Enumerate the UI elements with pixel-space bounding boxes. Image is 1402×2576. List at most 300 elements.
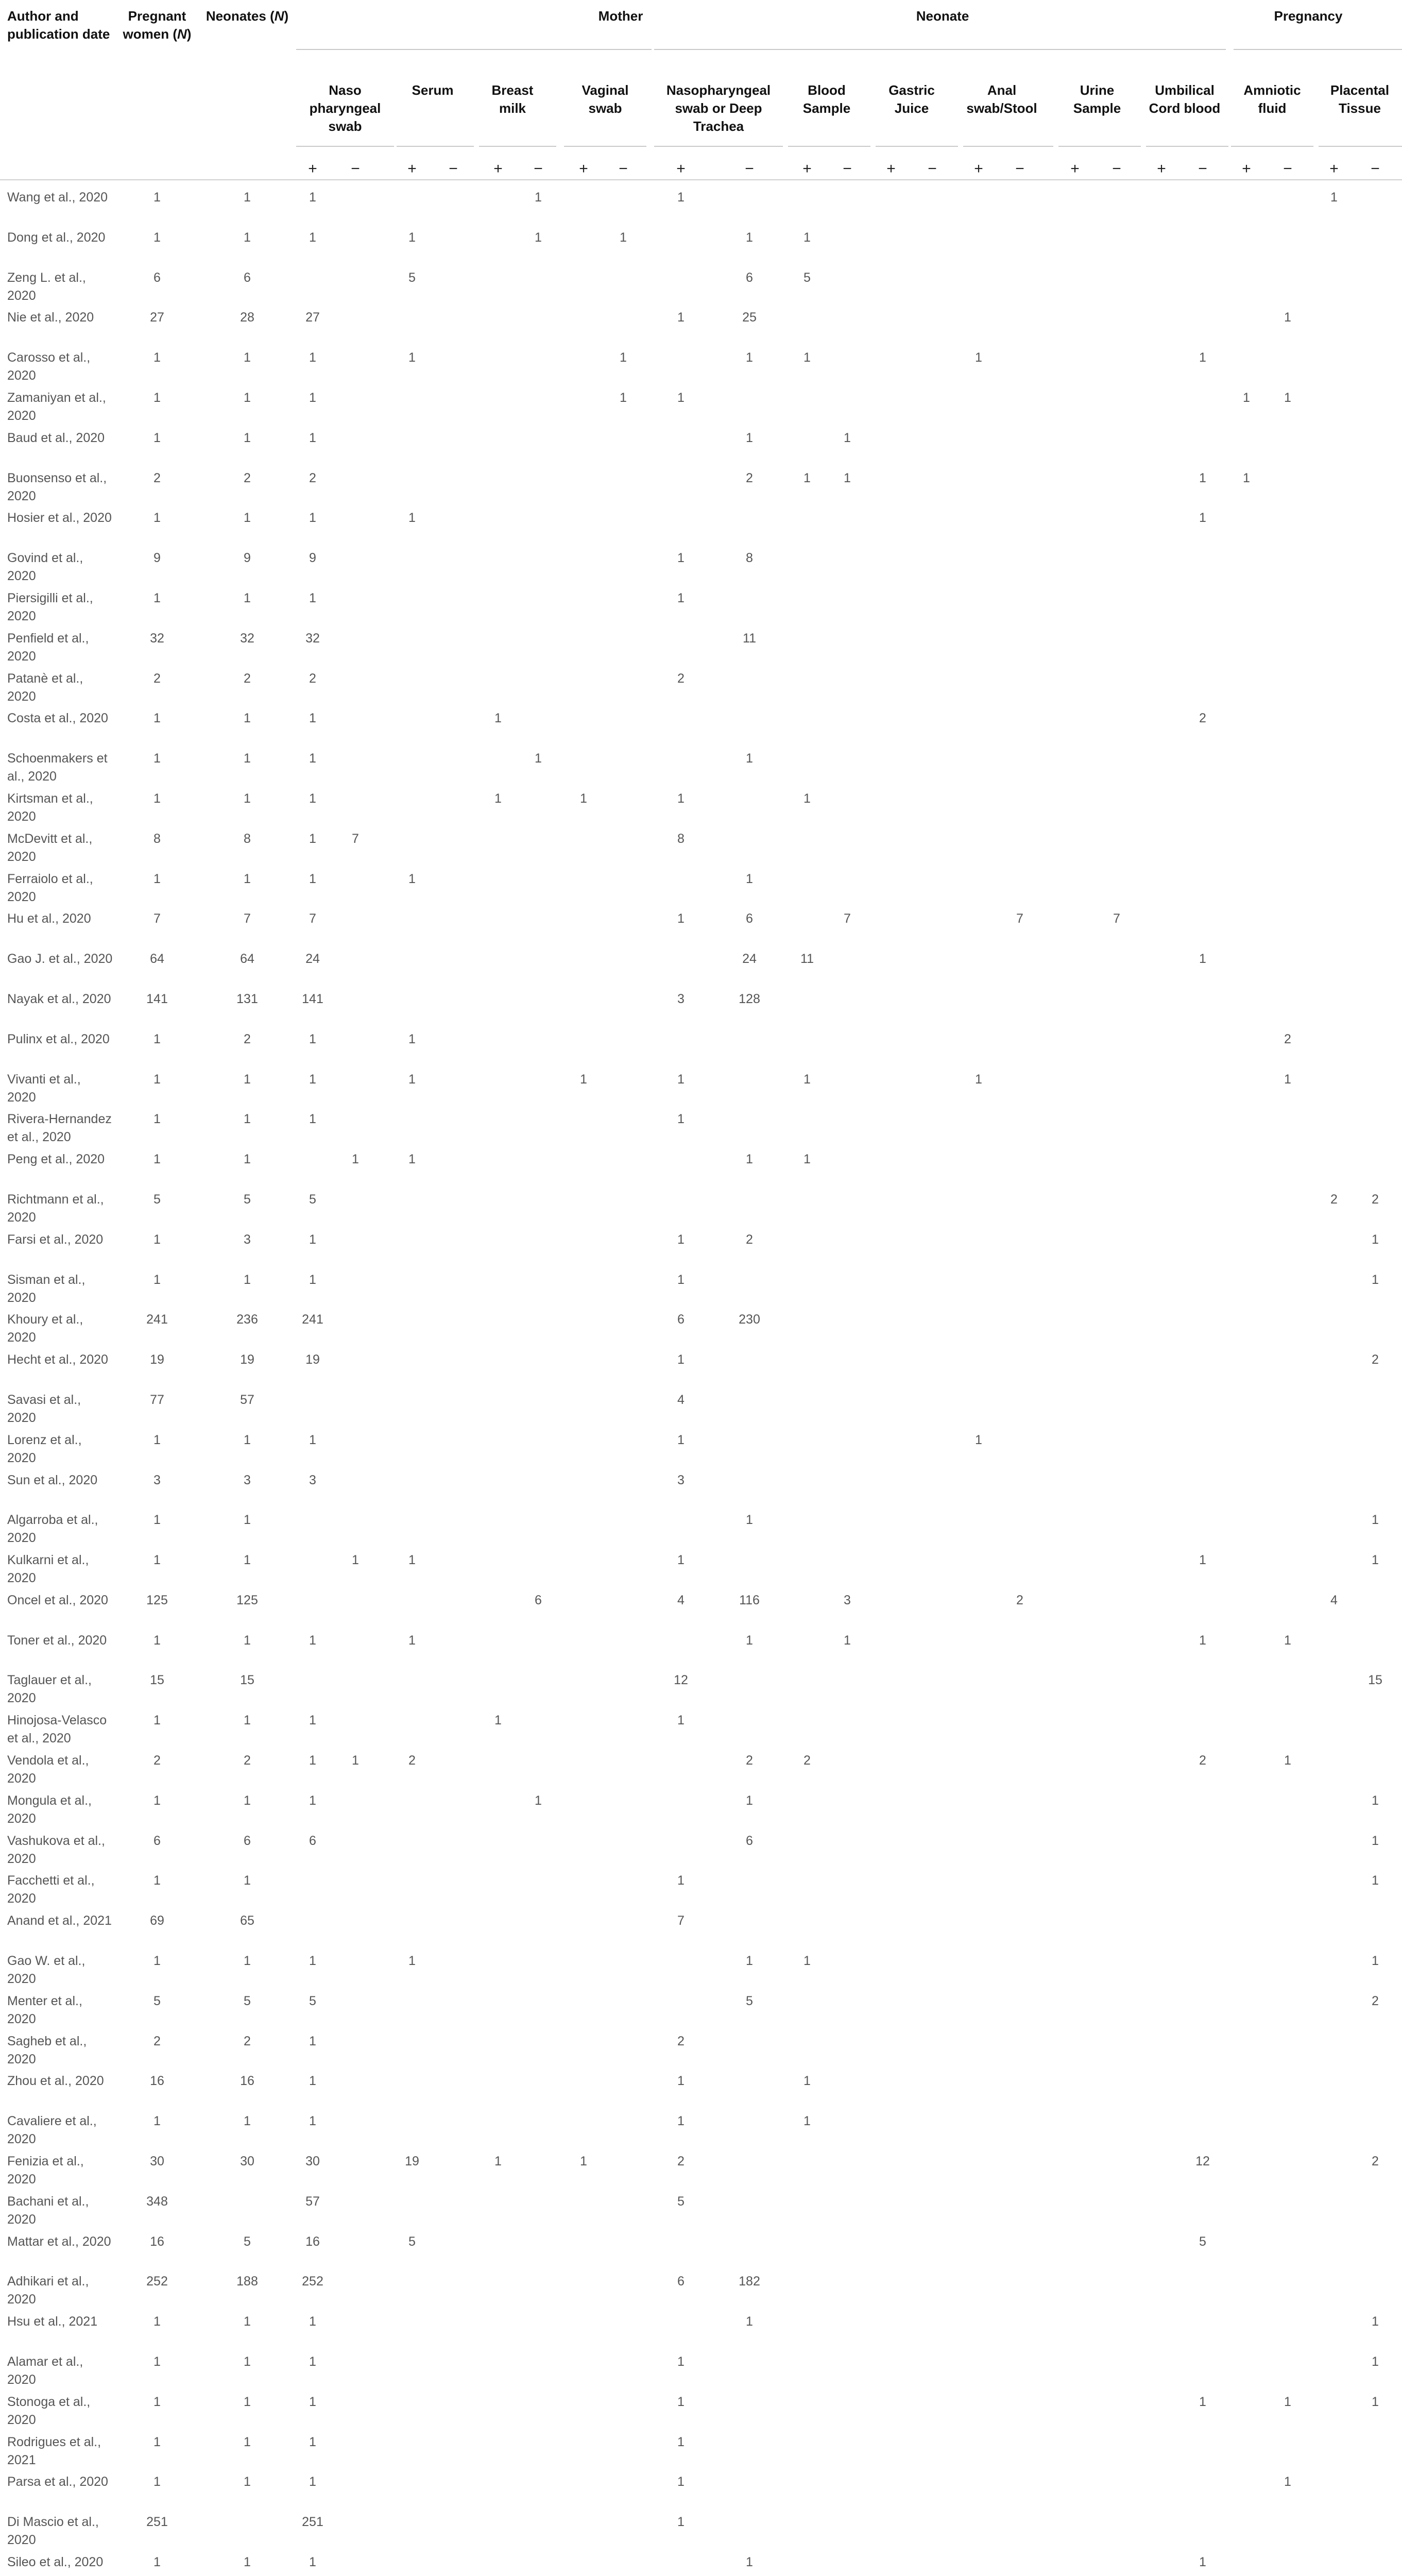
value-cell: 125 [236,1592,258,1607]
value-cell: 1 [309,1633,316,1648]
value-cell: 24 [742,952,757,967]
value-cell: 1 [244,1954,251,1969]
author-cell: Sagheb et al., 2020 [7,2033,87,2066]
subheader-vaginal-swab: Vaginal swab [582,82,629,116]
plus-header: + [802,160,812,177]
value-cell: 1 [309,1112,316,1127]
table-row [0,945,1402,986]
value-cell: 1 [408,1954,416,1969]
value-cell: 1 [1243,470,1250,485]
value-cell: 1 [153,1954,161,1969]
header-pregnancy: Pregnancy [1274,8,1343,24]
table-row [0,2388,1402,2429]
value-cell: 7 [1113,911,1120,926]
table-row [0,1146,1402,1186]
value-cell: 141 [302,991,323,1006]
value-cell: 1 [153,2354,161,2369]
value-cell: 1 [677,390,685,405]
header-author: Author and publication date [7,8,110,42]
value-cell: 7 [1016,911,1023,926]
subheader-breast-milk: Breast milk [491,82,534,116]
author-cell: Farsi et al., 2020 [7,1232,104,1247]
value-cell: 19 [305,1352,320,1367]
value-cell: 1 [1372,1553,1379,1568]
table-row [0,425,1402,465]
table-row [0,2348,1402,2388]
value-cell: 5 [408,2234,416,2249]
subheader-underline [963,146,1053,147]
table-row [0,2148,1402,2188]
value-cell: 19 [150,1352,164,1367]
value-cell: 1 [244,1272,251,1287]
value-cell: 2 [244,671,251,686]
value-cell: 1 [1372,2354,1379,2369]
header-mother: Mother [598,8,643,24]
value-cell: 1 [309,1072,316,1087]
value-cell: 1 [309,2555,316,2570]
value-cell: 1 [244,1793,251,1808]
table-row [0,344,1402,384]
value-cell: 241 [302,1312,323,1327]
value-cell: 1 [309,2033,316,2048]
value-cell: 12 [674,1673,688,1688]
author-cell: Stonoga et al., 2020 [7,2394,91,2427]
value-cell: 1 [408,230,416,245]
value-cell: 251 [302,2515,323,2530]
value-cell: 5 [746,1993,753,2008]
value-cell: 1 [746,1152,753,1167]
author-cell: Hecht et al., 2020 [7,1352,108,1367]
value-cell: 1 [677,310,685,325]
value-cell: 1 [352,1152,359,1167]
value-cell: 1 [408,350,416,365]
value-cell: 2 [244,470,251,485]
subheader-urine-sample: Urine Sample [1073,82,1121,116]
value-cell: 19 [405,2154,419,2169]
value-cell: 116 [739,1592,760,1607]
subheader-naso-pharyngeal-swab: Naso pharyngeal swab [309,82,381,134]
value-cell: 32 [240,631,254,646]
value-cell: 1 [153,2434,161,2449]
value-cell: 1 [677,1072,685,1087]
subheader-underline [788,146,870,147]
mother-group-underline [296,49,652,50]
author-cell: Gao W. et al., 2020 [7,1954,86,1987]
subheader-umbilical-cord-blood: Umbilical Cord blood [1149,82,1221,116]
subheader-amniotic-fluid: Amniotic fluid [1243,82,1301,116]
value-cell: 2 [244,1753,251,1768]
value-cell: 1 [746,1793,753,1808]
value-cell: 1 [244,2394,251,2409]
table-row [0,1026,1402,1066]
value-cell: 1 [309,1713,316,1728]
value-cell: 1 [580,1072,587,1087]
author-cell: Cavaliere et al., 2020 [7,2114,97,2147]
value-cell: 1 [244,511,251,526]
table-row [0,665,1402,705]
author-cell: Schoenmakers et al., 2020 [7,751,108,784]
value-cell: 1 [244,871,251,886]
author-cell: Carosso et al., 2020 [7,350,91,383]
value-cell: 252 [146,2274,168,2289]
value-cell: 1 [1372,2314,1379,2329]
value-cell: 1 [244,2354,251,2369]
value-cell: 1 [677,551,685,566]
value-cell: 1 [975,350,982,365]
value-cell: 1 [677,2114,685,2129]
header-neonates: Neonates (N) [206,8,289,24]
value-cell: 1 [408,1553,416,1568]
value-cell: 57 [305,2194,320,2209]
subheader-anal-swab-stool: Anal swab/Stool [966,82,1037,116]
value-cell: 1 [244,751,251,766]
value-cell: 236 [236,1312,258,1327]
value-cell: 1 [1199,1553,1206,1568]
author-cell: Fenizia et al., 2020 [7,2154,84,2187]
value-cell: 1 [309,2434,316,2449]
author-cell: Lorenz et al., 2020 [7,1432,82,1465]
value-cell: 8 [746,551,753,566]
value-cell: 1 [244,1713,251,1728]
value-cell: 2 [153,2033,161,2048]
value-cell: 1 [1284,2394,1291,2409]
minus-header: − [351,160,360,177]
value-cell: 1 [153,1152,161,1167]
value-cell: 1 [677,1713,685,1728]
value-cell: 8 [153,831,161,846]
value-cell: 125 [146,1592,168,1607]
value-cell: 1 [408,1152,416,1167]
value-cell: 16 [150,2074,164,2089]
plus-header: + [308,160,317,177]
table-row [0,1266,1402,1307]
author-cell: Peng et al., 2020 [7,1152,105,1167]
author-cell: Zhou et al., 2020 [7,2074,104,2089]
header-pregnant-women: Pregnant women (N) [123,8,192,42]
author-cell: Parsa et al., 2020 [7,2475,108,2489]
value-cell: 5 [153,1192,161,1207]
value-cell: 1 [153,1713,161,1728]
value-cell: 1 [309,1753,316,1768]
value-cell: 1 [844,470,851,485]
author-cell: Mattar et al., 2020 [7,2234,111,2249]
table-row [0,1386,1402,1427]
value-cell: 2 [309,470,316,485]
subheader-underline [1058,146,1141,147]
minus-header: − [843,160,852,177]
value-cell: 32 [305,631,320,646]
author-cell: Hsu et al., 2021 [7,2314,98,2329]
pregnancy-group-underline [1234,49,1402,50]
author-cell: Mongula et al., 2020 [7,1793,92,1826]
author-cell: Sileo et al., 2020 [7,2555,104,2570]
value-cell: 1 [244,2434,251,2449]
value-cell: 64 [150,952,164,967]
value-cell: 4 [677,1392,685,1407]
table-row [0,2468,1402,2509]
author-cell: Oncel et al., 2020 [7,1592,108,1607]
author-cell: Patanè et al., 2020 [7,671,83,704]
author-cell: Vivanti et al., 2020 [7,1072,81,1105]
table-row [0,785,1402,825]
value-cell: 1 [309,350,316,365]
value-cell: 6 [153,1833,161,1848]
table-row [0,1667,1402,1707]
value-cell: 1 [1284,2475,1291,2489]
table-row [0,1587,1402,1627]
table-row [0,504,1402,545]
value-cell: 1 [309,2394,316,2409]
plus-header: + [579,160,588,177]
value-cell: 2 [244,2033,251,2048]
value-cell: 1 [746,1633,753,1648]
value-cell: 1 [535,1793,542,1808]
value-cell: 3 [844,1592,851,1607]
value-cell: 1 [677,590,685,605]
value-cell: 1 [1284,390,1291,405]
author-cell: Kirtsman et al., 2020 [7,791,93,824]
value-cell: 2 [244,1031,251,1046]
minus-header: − [1371,160,1380,177]
value-cell: 1 [153,350,161,365]
value-cell: 2 [1372,2154,1379,2169]
value-cell: 1 [309,711,316,726]
value-cell: 1 [1372,1232,1379,1247]
value-cell: 7 [244,911,251,926]
value-cell: 241 [146,1312,168,1327]
value-cell: 1 [746,230,753,245]
value-cell: 2 [1372,1352,1379,1367]
value-cell: 1 [975,1072,982,1087]
value-cell: 1 [153,511,161,526]
value-cell: 1 [803,2074,811,2089]
value-cell: 1 [677,2074,685,2089]
author-cell: Menter et al., 2020 [7,1993,82,2026]
value-cell: 1 [535,230,542,245]
value-cell: 2 [1199,711,1206,726]
table-row [0,745,1402,785]
value-cell: 5 [309,1993,316,2008]
value-cell: 1 [494,791,502,806]
table-row [0,545,1402,585]
value-cell: 7 [844,911,851,926]
table-row [0,2509,1402,2549]
value-cell: 1 [677,1432,685,1447]
value-cell: 182 [739,2274,760,2289]
value-cell: 64 [240,952,254,967]
table-row [0,1106,1402,1146]
value-cell: 1 [677,1112,685,1127]
minus-header: − [1283,160,1292,177]
value-cell: 1 [153,1272,161,1287]
author-cell: Anand et al., 2021 [7,1913,112,1928]
value-cell: 11 [743,631,756,646]
value-cell: 1 [309,1793,316,1808]
minus-header: − [928,160,937,177]
value-cell: 1 [1372,1513,1379,1528]
value-cell: 1 [746,350,753,365]
table-row [0,2549,1402,2576]
value-cell: 16 [240,2074,254,2089]
value-cell: 1 [1284,310,1291,325]
value-cell: 7 [153,911,161,926]
value-cell: 230 [739,1312,760,1327]
value-cell: 1 [244,190,251,205]
value-cell: 1 [153,1112,161,1127]
value-cell: 15 [150,1673,164,1688]
author-cell: Di Mascio et al., 2020 [7,2515,99,2548]
value-cell: 1 [244,1432,251,1447]
value-cell: 1 [803,1072,811,1087]
value-cell: 1 [408,871,416,886]
author-cell: Richtmann et al., 2020 [7,1192,104,1225]
header-bottom-rule [0,179,1402,180]
table-row [0,465,1402,505]
plus-header: + [1329,160,1339,177]
value-cell: 2 [746,1753,753,1768]
table-row [0,1787,1402,1827]
value-cell: 1 [1199,2394,1206,2409]
author-cell: Vendola et al., 2020 [7,1753,89,1786]
value-cell: 1 [153,2475,161,2489]
value-cell: 1 [1199,2555,1206,2570]
author-cell: Bachani et al., 2020 [7,2194,89,2227]
value-cell: 1 [244,230,251,245]
table-row [0,585,1402,625]
table-row [0,2429,1402,2469]
value-cell: 1 [746,751,753,766]
value-cell: 1 [408,1072,416,1087]
value-cell: 1 [352,1753,359,1768]
author-cell: Khoury et al., 2020 [7,1312,83,1345]
value-cell: 16 [305,2234,320,2249]
value-cell: 7 [677,1913,685,1928]
value-cell: 1 [677,1272,685,1287]
value-cell: 16 [150,2234,164,2249]
value-cell: 1 [803,1152,811,1167]
value-cell: 1 [309,2074,316,2089]
table-row [0,1707,1402,1747]
subheader-underline [1319,146,1402,147]
value-cell: 1 [309,751,316,766]
value-cell: 1 [244,1633,251,1648]
value-cell: 1 [580,791,587,806]
value-cell: 6 [746,1833,753,1848]
value-cell: 6 [309,1833,316,1848]
table-row [0,1907,1402,1947]
table-row [0,866,1402,906]
value-cell: 1 [677,190,685,205]
author-cell: Sisman et al., 2020 [7,1272,86,1305]
table-row [0,825,1402,866]
value-cell: 1 [309,511,316,526]
value-cell: 1 [677,1352,685,1367]
value-cell: 1 [153,791,161,806]
author-cell: Toner et al., 2020 [7,1633,107,1648]
value-cell: 3 [309,1472,316,1487]
value-cell: 1 [309,390,316,405]
author-cell: Savasi et al., 2020 [7,1392,81,1425]
value-cell: 188 [236,2274,258,2289]
value-cell: 1 [153,230,161,245]
value-cell: 252 [302,2274,323,2289]
value-cell: 1 [1284,1753,1291,1768]
value-cell: 1 [1372,1833,1379,1848]
value-cell: 1 [153,190,161,205]
value-cell: 1 [677,2515,685,2530]
value-cell: 141 [146,991,168,1006]
value-cell: 30 [150,2154,164,2169]
table-row [0,1306,1402,1346]
value-cell: 1 [746,2555,753,2570]
value-cell: 1 [746,1513,753,1528]
table-row [0,1506,1402,1547]
value-cell: 6 [746,270,753,285]
value-cell: 57 [240,1392,254,1407]
value-cell: 1 [309,2314,316,2329]
value-cell: 1 [494,2154,502,2169]
value-cell: 25 [742,310,757,325]
table-row [0,1066,1402,1106]
subheader-underline [876,146,958,147]
author-cell: Dong et al., 2020 [7,230,106,245]
value-cell: 4 [1330,1592,1338,1607]
value-cell: 4 [677,1592,685,1607]
value-cell: 9 [309,551,316,566]
author-cell: Govind et al., 2020 [7,551,83,584]
value-cell: 1 [309,430,316,445]
subheader-underline [564,146,646,147]
subheader-underline [296,146,394,147]
value-cell: 6 [677,2274,685,2289]
value-cell: 5 [677,2194,685,2209]
value-cell: 1 [975,1432,982,1447]
value-cell: 1 [352,1553,359,1568]
minus-header: − [534,160,543,177]
value-cell: 1 [746,430,753,445]
author-cell: Vashukova et al., 2020 [7,1833,105,1866]
value-cell: 1 [244,590,251,605]
author-cell: Penfield et al., 2020 [7,631,89,664]
value-cell: 5 [408,270,416,285]
author-cell: Wang et al., 2020 [7,190,108,205]
value-cell: 1 [408,1633,416,1648]
author-cell: Baud et al., 2020 [7,430,105,445]
value-cell: 1 [494,1713,502,1728]
table-row [0,1947,1402,1988]
value-cell: 5 [153,1993,161,2008]
value-cell: 348 [146,2194,168,2209]
value-cell: 1 [153,430,161,445]
author-cell: Gao J. et al., 2020 [7,952,113,967]
value-cell: 1 [244,1513,251,1528]
value-cell: 1 [677,791,685,806]
value-cell: 1 [309,1954,316,1969]
value-cell: 5 [244,1192,251,1207]
value-cell: 1 [153,1432,161,1447]
value-cell: 5 [1199,2234,1206,2249]
subheader-blood-sample: Blood Sample [802,82,851,116]
value-cell: 1 [677,1553,685,1568]
subheader-gastric-juice: Gastric Juice [888,82,935,116]
value-cell: 2 [1372,1993,1379,2008]
table-row [0,986,1402,1026]
value-cell: 1 [309,590,316,605]
table-row [0,1627,1402,1667]
value-cell: 1 [746,1954,753,1969]
value-cell: 7 [352,831,359,846]
value-cell: 1 [153,2555,161,2570]
